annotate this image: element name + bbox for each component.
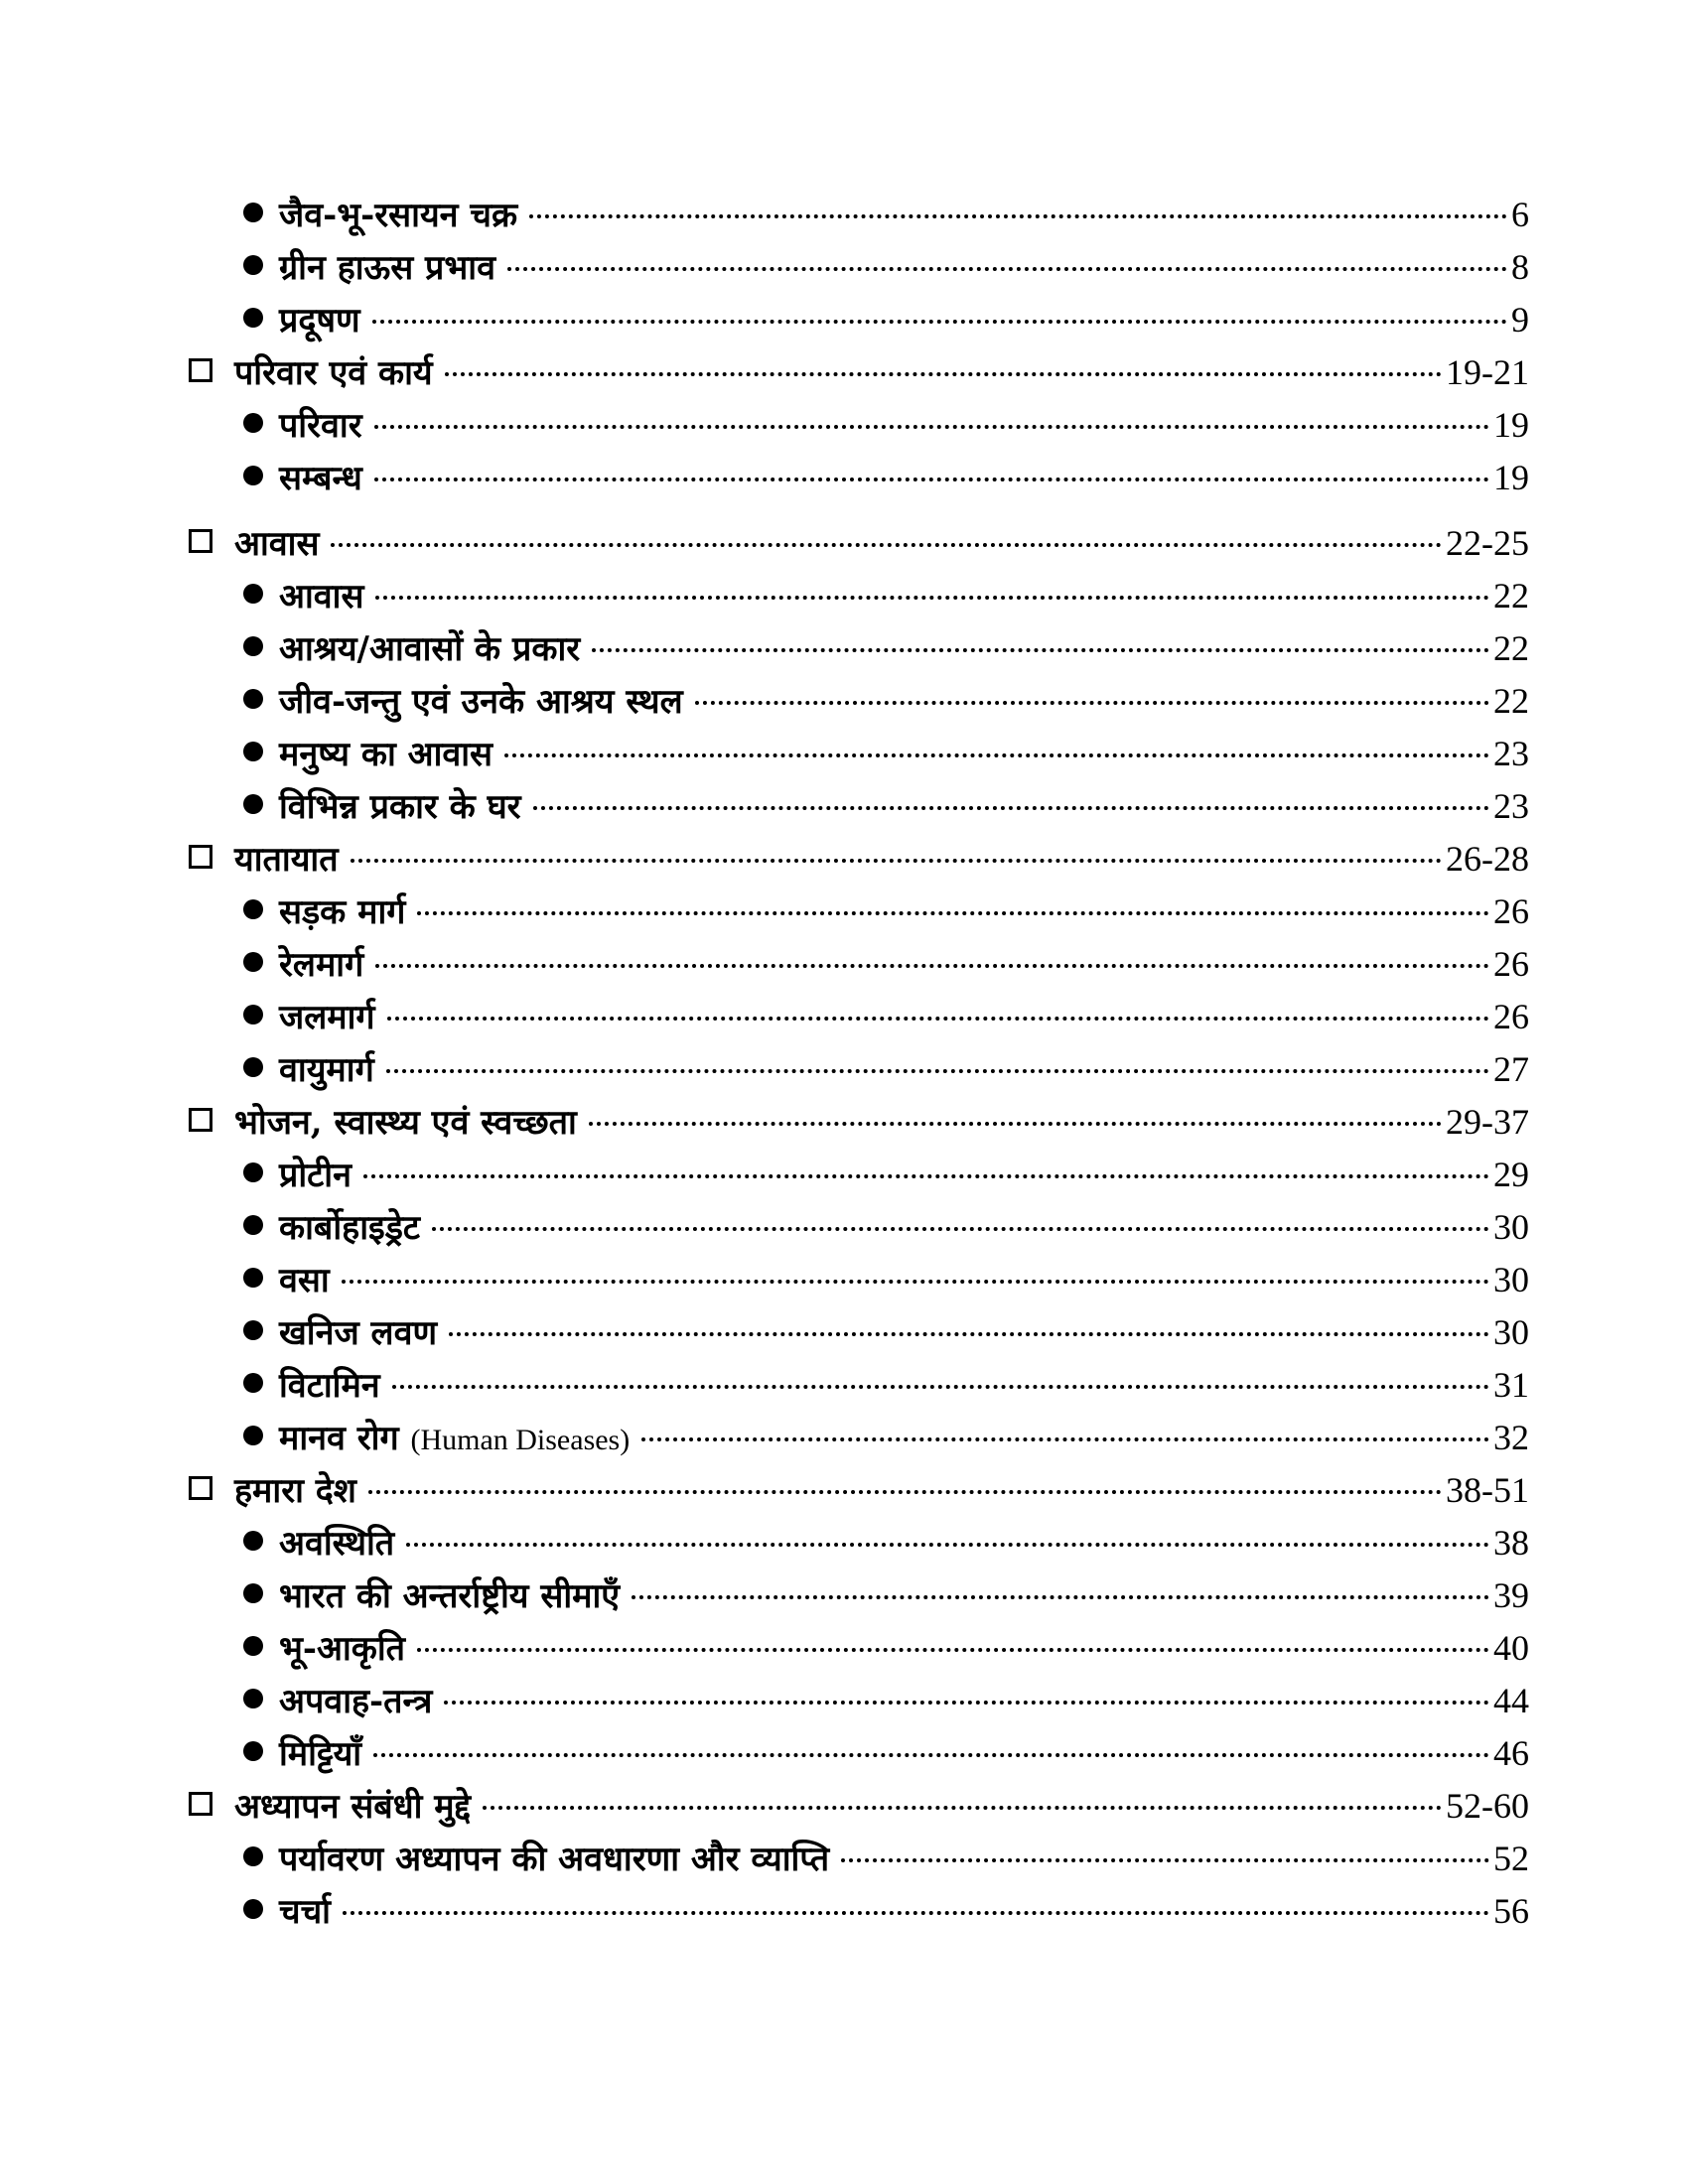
bullet-dot-icon xyxy=(243,255,263,275)
bullet-dot-icon xyxy=(243,1373,263,1393)
bullet-dot-icon xyxy=(243,952,263,972)
bullet-dot-icon xyxy=(243,899,263,919)
toc-entry-title xyxy=(279,992,387,1044)
dot-leader xyxy=(589,1122,1442,1126)
toc-entry-title xyxy=(279,887,417,939)
toc-item-row[interactable] xyxy=(189,294,1529,346)
dot-leader xyxy=(387,1017,1489,1021)
toc-item-row[interactable] xyxy=(189,1201,1529,1254)
toc-entry-title-text: विटामिन xyxy=(279,1366,380,1406)
toc-entry-title xyxy=(279,1623,417,1676)
toc-item-row[interactable] xyxy=(189,886,1529,938)
toc-item-row[interactable] xyxy=(189,1727,1529,1780)
toc-page-number: 9 xyxy=(1511,300,1529,340)
toc-entry-title xyxy=(279,295,372,347)
toc-entry-title-text: चर्चा xyxy=(279,1892,331,1932)
toc-entry-title-text: भारत की अन्तर्राष्ट्रीय सीमाएँ xyxy=(279,1576,621,1616)
dot-leader xyxy=(444,1701,1489,1705)
bullet-dot-icon xyxy=(243,308,263,328)
checkbox-square-icon xyxy=(189,845,212,869)
toc-entry-title-text: परिवार xyxy=(279,406,362,446)
dot-leader xyxy=(363,1174,1489,1178)
toc-section-row[interactable] xyxy=(189,1096,1529,1149)
toc-page-number: 30 xyxy=(1493,1260,1529,1299)
bullet-dot-icon xyxy=(243,1846,263,1866)
dot-leader xyxy=(507,267,1507,271)
bullet-dot-icon xyxy=(243,1268,263,1288)
dot-leader xyxy=(529,214,1507,218)
toc-entry-title xyxy=(234,347,445,400)
toc-entry-title xyxy=(279,1518,406,1570)
toc-entry-title xyxy=(279,1728,373,1781)
toc-page-number: 56 xyxy=(1493,1891,1529,1931)
toc-entry-title-text: रेलमार्ग xyxy=(279,945,364,985)
toc-page-number: 8 xyxy=(1511,247,1529,287)
toc-entry-title xyxy=(234,1781,483,1834)
bullet-dot-icon xyxy=(243,466,263,485)
toc-page-number: 27 xyxy=(1493,1049,1529,1089)
toc-entry-title-text: आवास xyxy=(234,524,320,564)
toc-entry-title xyxy=(279,571,375,623)
toc-entry-title-text: भोजन, स्वास्थ्य एवं स्वच्छता xyxy=(234,1103,577,1143)
dot-leader xyxy=(533,806,1489,810)
toc-item-row[interactable] xyxy=(189,570,1529,622)
toc-section-row[interactable] xyxy=(189,346,1529,399)
toc-entry-title-text: जैव-भू-रसायन चक्र xyxy=(279,196,518,235)
dot-leader xyxy=(417,1648,1489,1652)
toc-item-row[interactable] xyxy=(189,1885,1529,1938)
toc-page-number: 29-37 xyxy=(1446,1102,1529,1142)
checkbox-square-icon xyxy=(189,1792,212,1816)
toc-entry-title xyxy=(234,1097,589,1150)
toc-entry-title-text: खनिज लवण xyxy=(279,1313,438,1353)
toc-entry-title-text: मानव रोग xyxy=(279,1419,399,1458)
toc-entry-title-text: वसा xyxy=(279,1261,330,1300)
toc-page-number: 32 xyxy=(1493,1418,1529,1457)
toc-page-number: 30 xyxy=(1493,1207,1529,1247)
toc-entry-title-text: वायुमार्ग xyxy=(279,1050,374,1090)
toc-entry-title-text: हमारा देश xyxy=(234,1471,356,1511)
toc-entry-title-text: यातायात xyxy=(234,840,339,880)
toc-entry-title-text: सम्बन्ध xyxy=(279,459,362,498)
toc-page-number: 26-28 xyxy=(1446,839,1529,879)
toc-entry-title-text: अवस्थिति xyxy=(279,1524,395,1564)
toc-page-number: 23 xyxy=(1493,734,1529,773)
dot-leader xyxy=(374,425,1489,429)
toc-item-row[interactable] xyxy=(189,189,1529,241)
toc-item-row[interactable] xyxy=(189,1412,1529,1464)
toc-item-row[interactable] xyxy=(189,622,1529,675)
toc-item-row[interactable] xyxy=(189,1675,1529,1727)
toc-page-number: 40 xyxy=(1493,1628,1529,1668)
toc-page-number: 26 xyxy=(1493,891,1529,931)
toc-entry-title-text: परिवार एवं कार्य xyxy=(234,353,433,393)
toc-section-row[interactable] xyxy=(189,833,1529,886)
toc-entry-title xyxy=(279,1570,632,1623)
toc-entry-title xyxy=(279,453,374,505)
toc-page-number: 6 xyxy=(1511,195,1529,234)
dot-leader xyxy=(374,478,1489,481)
bullet-dot-icon xyxy=(243,1057,263,1077)
toc-page-number: 38 xyxy=(1493,1523,1529,1563)
toc-item-row[interactable] xyxy=(189,241,1529,294)
toc-entry-title xyxy=(279,939,375,992)
bullet-dot-icon xyxy=(243,636,263,656)
bullet-dot-icon xyxy=(243,742,263,761)
toc-page-number: 23 xyxy=(1493,786,1529,826)
checkbox-square-icon xyxy=(189,1476,212,1500)
toc-entry-title xyxy=(279,1834,841,1886)
toc-item-row[interactable] xyxy=(189,780,1529,833)
toc-entry-title-text: प्रोटीन xyxy=(279,1156,352,1195)
toc-entry-title xyxy=(279,400,374,453)
toc-item-row[interactable] xyxy=(189,452,1529,504)
toc-entry-title-text: मनुष्य का आवास xyxy=(279,735,493,774)
bullet-dot-icon xyxy=(243,1899,263,1919)
bullet-dot-icon xyxy=(243,689,263,709)
checkbox-square-icon xyxy=(189,358,212,382)
checkbox-square-icon xyxy=(189,529,212,553)
toc-item-row[interactable] xyxy=(189,1306,1529,1359)
toc-item-row[interactable] xyxy=(189,1043,1529,1096)
toc-page-number: 46 xyxy=(1493,1733,1529,1773)
toc-item-row[interactable] xyxy=(189,1254,1529,1306)
toc-entry-title xyxy=(279,1413,641,1466)
dot-leader xyxy=(372,320,1507,324)
dot-leader xyxy=(375,964,1489,968)
toc-entry-title xyxy=(279,1150,363,1202)
toc-entry-title xyxy=(279,190,529,242)
bullet-dot-icon xyxy=(243,1320,263,1340)
toc-entry-title-text: कार्बोहाइड्रेट xyxy=(279,1208,421,1248)
toc-item-row[interactable] xyxy=(189,1517,1529,1570)
toc-page-number: 19 xyxy=(1493,458,1529,497)
toc-entry-title-text: भू-आकृति xyxy=(279,1629,406,1669)
toc-item-row[interactable] xyxy=(189,1570,1529,1622)
toc-entry-title xyxy=(279,676,695,729)
toc-item-row[interactable] xyxy=(189,675,1529,728)
dot-leader xyxy=(368,1490,1442,1494)
dot-leader xyxy=(483,1806,1442,1810)
bullet-dot-icon xyxy=(243,1162,263,1182)
toc-entry-title xyxy=(279,729,504,781)
toc-page-number: 22 xyxy=(1493,576,1529,615)
toc-item-row[interactable] xyxy=(189,1359,1529,1412)
checkbox-square-icon xyxy=(189,1108,212,1132)
toc-entry-title-text: जलमार्ग xyxy=(279,998,375,1037)
toc-item-row[interactable] xyxy=(189,938,1529,991)
dot-leader xyxy=(432,1227,1489,1231)
dot-leader xyxy=(375,596,1489,600)
dot-leader xyxy=(592,648,1489,652)
bullet-dot-icon xyxy=(243,1215,263,1235)
toc-page-number: 22-25 xyxy=(1446,523,1529,563)
dot-leader xyxy=(841,1858,1489,1862)
bullet-dot-icon xyxy=(243,1636,263,1656)
dot-leader xyxy=(632,1595,1489,1599)
toc-entry-title-text: मिट्टियाँ xyxy=(279,1734,362,1774)
dot-leader xyxy=(445,372,1442,376)
bullet-dot-icon xyxy=(243,1583,263,1603)
toc-item-row[interactable] xyxy=(189,728,1529,780)
toc-entry-title-text: आवास xyxy=(279,577,364,616)
bullet-dot-icon xyxy=(243,1005,263,1024)
dot-leader xyxy=(641,1437,1489,1441)
toc-entry-title-text: अपवाह-तन्त्र xyxy=(279,1682,433,1721)
toc-entry-title xyxy=(279,1360,392,1413)
bullet-dot-icon xyxy=(243,584,263,604)
dot-leader xyxy=(504,753,1489,757)
toc-item-row[interactable] xyxy=(189,1833,1529,1885)
toc-entry-title xyxy=(279,1202,432,1255)
toc-page-number: 22 xyxy=(1493,628,1529,668)
bullet-dot-icon xyxy=(243,1426,263,1445)
toc-page-number: 22 xyxy=(1493,681,1529,721)
dot-leader xyxy=(351,859,1442,863)
bullet-dot-icon xyxy=(243,1531,263,1551)
toc-section-row[interactable] xyxy=(189,517,1529,570)
dot-leader xyxy=(386,1069,1489,1073)
dot-leader xyxy=(373,1753,1489,1757)
toc-entry-title-text: प्रदूषण xyxy=(279,301,360,341)
toc-page-number: 38-51 xyxy=(1446,1470,1529,1510)
toc-item-row[interactable] xyxy=(189,1149,1529,1201)
toc-item-row[interactable] xyxy=(189,1622,1529,1675)
bullet-dot-icon xyxy=(243,1689,263,1708)
toc-entry-title xyxy=(279,1676,444,1728)
toc-entry-title xyxy=(234,518,331,571)
toc-item-row[interactable] xyxy=(189,399,1529,452)
toc-entry-title-text: जीव-जन्तु एवं उनके आश्रय स्थल xyxy=(279,682,683,722)
dot-leader xyxy=(695,701,1489,705)
toc-page-number: 30 xyxy=(1493,1312,1529,1352)
toc-entry-title xyxy=(234,1465,368,1518)
toc-entry-title-text: आश्रय/आवासों के प्रकार xyxy=(279,629,581,669)
toc-entry-title-text: विभिन्न प्रकार के घर xyxy=(279,787,521,827)
toc-entry-title xyxy=(279,1255,342,1307)
bullet-dot-icon xyxy=(243,203,263,222)
toc-entry-title xyxy=(279,623,592,676)
table-of-contents xyxy=(189,189,1529,1938)
toc-entry-title-text: ग्रीन हाऊस प्रभाव xyxy=(279,248,496,288)
bullet-dot-icon xyxy=(243,794,263,814)
toc-entry-title xyxy=(279,242,507,295)
toc-entry-title xyxy=(279,1044,386,1097)
toc-entry-title xyxy=(279,1886,343,1939)
toc-page-number: 52 xyxy=(1493,1839,1529,1878)
toc-page-number: 26 xyxy=(1493,997,1529,1036)
toc-page-number: 52-60 xyxy=(1446,1786,1529,1826)
toc-page-number: 39 xyxy=(1493,1575,1529,1615)
dot-leader xyxy=(343,1911,1489,1915)
toc-entry-title-text: सड़क मार्ग xyxy=(279,892,406,932)
bullet-dot-icon xyxy=(243,1741,263,1761)
toc-entry-title xyxy=(234,834,351,887)
dot-leader xyxy=(392,1385,1489,1389)
toc-page-number: 19 xyxy=(1493,405,1529,445)
toc-section-row[interactable] xyxy=(189,1780,1529,1833)
toc-page-number: 31 xyxy=(1493,1365,1529,1405)
toc-page-number: 26 xyxy=(1493,944,1529,984)
dot-leader xyxy=(449,1332,1489,1336)
dot-leader xyxy=(342,1280,1489,1284)
toc-entry-title xyxy=(279,1307,449,1360)
toc-entry-title-text: अध्यापन संबंधी मुद्दे xyxy=(234,1787,472,1827)
toc-entry-title-latin: (Human Diseases) xyxy=(410,1424,631,1456)
toc-page-number: 29 xyxy=(1493,1155,1529,1194)
bullet-dot-icon xyxy=(243,413,263,433)
dot-leader xyxy=(331,543,1442,547)
toc-entry-title xyxy=(279,781,533,834)
toc-entry-title-text: पर्यावरण अध्यापन की अवधारणा और व्याप्ति xyxy=(279,1840,830,1879)
toc-page-number: 44 xyxy=(1493,1681,1529,1720)
dot-leader xyxy=(417,911,1489,915)
toc-section-row[interactable] xyxy=(189,1464,1529,1517)
toc-page-number: 19-21 xyxy=(1446,352,1529,392)
dot-leader xyxy=(406,1543,1489,1547)
toc-item-row[interactable] xyxy=(189,991,1529,1043)
